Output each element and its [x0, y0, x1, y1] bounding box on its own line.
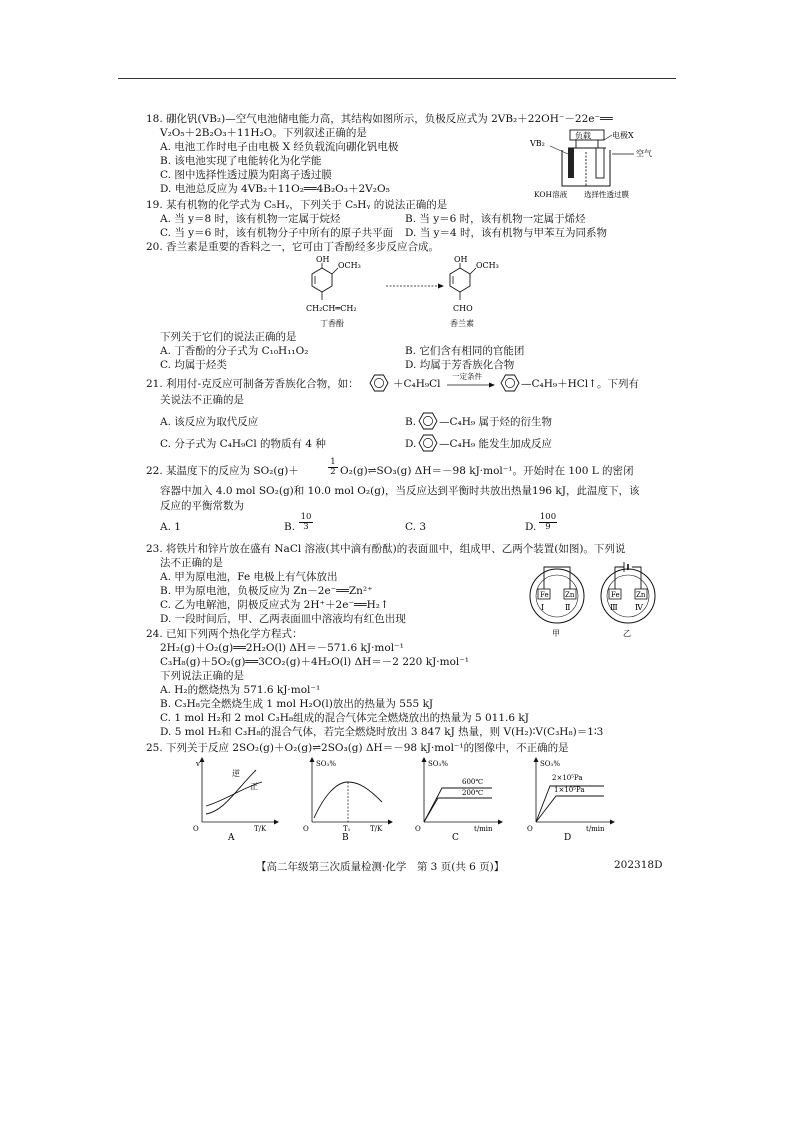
- air-label: 空气: [636, 149, 652, 158]
- q18-stem-line2: V₂O₅＋2B₂O₃＋11H₂O。下列叙述正确的是: [160, 127, 367, 139]
- curve-reverse: [206, 770, 256, 814]
- vanillin-cho: CHO: [453, 304, 473, 313]
- q23-option-d[interactable]: D. 一段时间后，甲、乙两表面皿中溶液均有红色出现: [160, 613, 406, 625]
- q21-option-b-prefix[interactable]: B.: [405, 416, 417, 428]
- q22-d-numerator: 100: [539, 512, 557, 522]
- q22-b-numerator: 10: [300, 512, 312, 522]
- q22-stem-line2: 容器中加入 4.0 mol SO₂(g)和 10.0 mol O₂(g)，当反应达到平衡时共放出热量196 kJ，此温度下，该: [160, 485, 640, 497]
- yi-electrode-iv: Ⅳ: [635, 603, 643, 612]
- q18-option-b[interactable]: B. 该电池实现了电能转化为化学能: [160, 155, 322, 167]
- q22-option-a[interactable]: A. 1: [160, 521, 181, 533]
- q21-option-c[interactable]: C. 分子式为 C₄H₉Cl 的物质有 4 种: [160, 438, 326, 450]
- q23-stem-line1: 23. 将铁片和锌片放在盛有 NaCl 溶液(其中滴有酚酞)的表面皿中，组成甲、乙两个装置(如图)。下列说: [146, 543, 626, 555]
- jia-label: 甲: [552, 629, 560, 638]
- graph-c-caption: C: [452, 833, 459, 842]
- q24-option-a[interactable]: A. H₂的燃烧热为 571.6 kJ·mol⁻¹: [160, 684, 321, 696]
- q21-stem-line2: 关说法不正确的是: [160, 394, 244, 406]
- q22-stem-line3: 反应的平衡常数为: [160, 500, 244, 512]
- graph-c-x-label: t/min: [474, 825, 493, 833]
- q20-option-d[interactable]: D. 均属于芳香族化合物: [405, 359, 515, 371]
- graph-d-origin: O: [527, 825, 533, 833]
- eugenol-och3: OCH₃: [338, 261, 361, 270]
- graph-b-t1: T₁: [343, 825, 351, 833]
- q19-option-b[interactable]: B. 当 y＝6 时，该有机物一定属于烯烃: [405, 213, 586, 225]
- graph-d-2e5: 2×10⁵Pa: [552, 774, 583, 782]
- q21-option-d-text[interactable]: —C₄H₉ 能发生加成反应: [439, 438, 552, 450]
- q24-stem: 24. 已知下列两个热化学方程式：: [146, 628, 303, 640]
- eugenol-structure: [306, 255, 361, 328]
- device-yi: [601, 562, 655, 638]
- benzene-ring-icon: [498, 372, 522, 394]
- q23-option-a[interactable]: A. 甲为原电池，Fe 电极上有气体放出: [160, 571, 338, 583]
- q18-option-a[interactable]: A. 电池工作时电子由电极 X 经负载流向硼化钒电极: [160, 141, 399, 153]
- page-footer: 【高二年级第三次质量检测·化学 第 3 页(共 6 页)】: [256, 861, 505, 873]
- graph-a-zheng-label: 正: [250, 782, 258, 791]
- q24-equation-1: 2H₂(g)＋O₂(g)══2H₂O(l) ΔH＝－571.6 kJ·mol⁻¹: [160, 642, 404, 654]
- q20-option-a[interactable]: A. 丁香酚的分子式为 C₁₀H₁₁O₂: [160, 345, 309, 357]
- q22-stem-line1-a: 22. 某温度下的反应为 SO₂(g)＋: [146, 465, 299, 477]
- q24-option-d[interactable]: D. 5 mol H₂和 C₃H₈的混合气体，若完全燃烧时放出 3 847 kJ 热量，则 V(H₂)∶V(C₃H₈)＝1∶3: [160, 726, 604, 738]
- graph-b-caption: B: [342, 833, 349, 842]
- graph-c-200: 200℃: [462, 789, 484, 797]
- q21-product: —C₄H₉＋HCl↑。下列有: [521, 378, 639, 390]
- graph-b-origin: O: [303, 825, 309, 833]
- graph-c-origin: O: [415, 825, 421, 833]
- vanillin-oh: OH: [454, 255, 468, 264]
- graph-d-caption: D: [564, 833, 572, 842]
- graph-d-1e5: 1×10⁵Pa: [554, 786, 585, 794]
- q23-option-c[interactable]: C. 乙为电解池，阴极反应式为 2H⁺＋2e⁻══H₂↑: [160, 599, 389, 611]
- jia-electrode-i: Ⅰ: [541, 603, 545, 612]
- q24-option-c[interactable]: C. 1 mol H₂和 2 mol C₃H₈组成的混合气体完全燃烧放出的热量为 5 011.6 kJ: [160, 712, 529, 724]
- q19-option-c[interactable]: C. 当 y＝6 时，该有机物分子中所有的原子共平面: [160, 227, 394, 239]
- curve-200: [424, 798, 492, 822]
- graph-b[interactable]: [300, 756, 396, 842]
- header-rule: [118, 78, 676, 79]
- q22-stem-line1-b: O₂(g)⇌SO₃(g) ΔH＝－98 kJ·mol⁻¹。开始时在 100 L 的密闭: [340, 465, 634, 477]
- half-fraction: [328, 458, 338, 477]
- q22-d-denominator: 9: [539, 522, 557, 532]
- eugenol-vanillin-structures: [300, 254, 520, 330]
- q20-stem: 20. 香兰素是重要的香料之一，它可由丁香酚经多步反应合成。: [146, 241, 440, 253]
- wires: [568, 140, 606, 148]
- graph-d-x-label: t/min: [586, 825, 605, 833]
- benzene-ring-icon: [367, 372, 391, 394]
- half-denominator: 2: [328, 467, 338, 477]
- q19-option-d[interactable]: D. 当 y＝4 时，该有机物与甲苯互为同系物: [405, 227, 608, 239]
- electrode-x: [596, 148, 604, 178]
- graph-c-y-label: SO₃%: [428, 760, 448, 768]
- q18-option-c[interactable]: C. 图中选择性透过膜为阳离子透过膜: [160, 169, 332, 181]
- q25-stem: 25. 下列关于反应 2SO₂(g)＋O₂(g)⇌2SO₃(g) ΔH＝－98 kJ·mol⁻¹的图像中，不正确的是: [146, 742, 569, 754]
- graph-c-600: 600℃: [462, 778, 484, 786]
- jia-electrode-ii: Ⅱ: [565, 603, 571, 612]
- cell-devices-diagram: [520, 557, 670, 639]
- q22-option-d-prefix[interactable]: D.: [525, 521, 537, 533]
- q24-option-b[interactable]: B. C₃H₈完全燃烧生成 1 mol H₂O(l)放出的热量为 555 kJ: [160, 698, 434, 710]
- graph-b-x-label: T/K: [370, 825, 383, 833]
- benzene-ring-icon: [416, 410, 440, 432]
- graph-c[interactable]: [410, 756, 506, 842]
- vanillin-name: 香兰素: [450, 319, 474, 328]
- yi-label: 乙: [623, 629, 631, 638]
- vanillin-structure: [450, 255, 499, 328]
- q21-arrow: [447, 381, 495, 389]
- q21-option-b-text[interactable]: —C₄H₉ 属于烃的衍生物: [439, 416, 552, 428]
- q19-stem: 19. 某有机物的化学式为 C₅Hᵧ，下列关于 C₅Hᵧ 的说法正确的是: [146, 199, 448, 211]
- q21-condition: 一定条件: [452, 372, 482, 381]
- eugenol-oh: OH: [316, 255, 330, 264]
- q20-option-c[interactable]: C. 均属于烃类: [160, 359, 227, 371]
- eugenol-name: 丁香酚: [320, 319, 344, 328]
- half-numerator: 1: [330, 457, 336, 467]
- vanillin-och3: OCH₃: [476, 261, 499, 270]
- q22-b-denominator: 3: [299, 522, 313, 532]
- q21-option-a[interactable]: A. 该反应为取代反应: [160, 416, 259, 428]
- yi-zn: Zn: [636, 591, 646, 599]
- koh-label: KOH溶液: [534, 190, 568, 199]
- q21-stem-start: 21. 利用付-克反应可制备芳香族化合物，如：: [146, 378, 359, 390]
- graph-a-ni-label: 逆: [232, 769, 240, 778]
- electrode-x-label: 电极X: [612, 131, 634, 140]
- q18-option-d[interactable]: D. 电池总反应为 4VB₂＋11O₂══4B₂O₃＋2V₂O₅: [160, 183, 390, 195]
- yi-fe: Fe: [611, 591, 620, 599]
- q20-option-b[interactable]: B. 它们含有相同的官能团: [405, 345, 525, 357]
- page-code: 202318D: [614, 859, 663, 871]
- curve-1e5: [536, 796, 604, 822]
- q24-question: 下列说法正确的是: [160, 670, 244, 682]
- jia-fe: Fe: [540, 591, 549, 599]
- q22-option-c[interactable]: C. 3: [405, 521, 427, 533]
- q21-option-d-prefix[interactable]: D.: [405, 438, 417, 450]
- q19-option-a[interactable]: A. 当 y＝8 时，该有机物一定属于烷烃: [160, 213, 341, 225]
- graph-d[interactable]: [522, 756, 618, 842]
- q21-reagent: ＋C₄H₉Cl: [393, 378, 441, 390]
- graph-a-caption: A: [228, 833, 235, 842]
- membrane-label: 选择性透过膜: [584, 190, 629, 199]
- q22-option-b-prefix[interactable]: B.: [284, 521, 296, 533]
- graph-a-origin: O: [193, 825, 199, 833]
- graph-d-y-label: SO₃%: [540, 760, 560, 768]
- load-label: 负载: [575, 131, 591, 141]
- vb2-label: VB₂: [530, 139, 545, 148]
- yi-electrode-iii: Ⅲ: [610, 603, 618, 612]
- q23-option-b[interactable]: B. 甲为原电池，负极反应为 Zn－2e⁻══Zn²⁺: [160, 585, 373, 597]
- battery-diagram: [528, 128, 676, 200]
- vb2-electrode: [568, 148, 574, 178]
- device-jia: [530, 567, 584, 638]
- q22-option-b-fraction[interactable]: [299, 513, 313, 532]
- q20-question: 下列关于它们的说法正确的是: [160, 331, 297, 343]
- q22-option-d-fraction[interactable]: [539, 513, 557, 532]
- q24-equation-2: C₃H₈(g)＋5O₂(g)══3CO₂(g)＋4H₂O(l) ΔH＝－2 220 kJ·mol⁻¹: [160, 656, 470, 668]
- graph-a-y-label: v: [196, 760, 200, 768]
- jia-zn: Zn: [565, 591, 575, 599]
- benzene-ring-icon: [416, 432, 440, 454]
- q23-stem-line2: 法不正确的是: [160, 557, 223, 569]
- graph-a-x-label: T/K: [254, 825, 267, 833]
- graph-a[interactable]: [190, 756, 280, 842]
- q18-stem-line1: 18. 硼化钒(VB₂)—空气电池储电能力高，其结构如图所示，负极反应式为 2VB₂＋22OH⁻－22e⁻══: [146, 113, 613, 125]
- graph-b-y-label: SO₃%: [316, 760, 336, 768]
- eugenol-chain: CH₂CH═CH₂: [306, 304, 357, 313]
